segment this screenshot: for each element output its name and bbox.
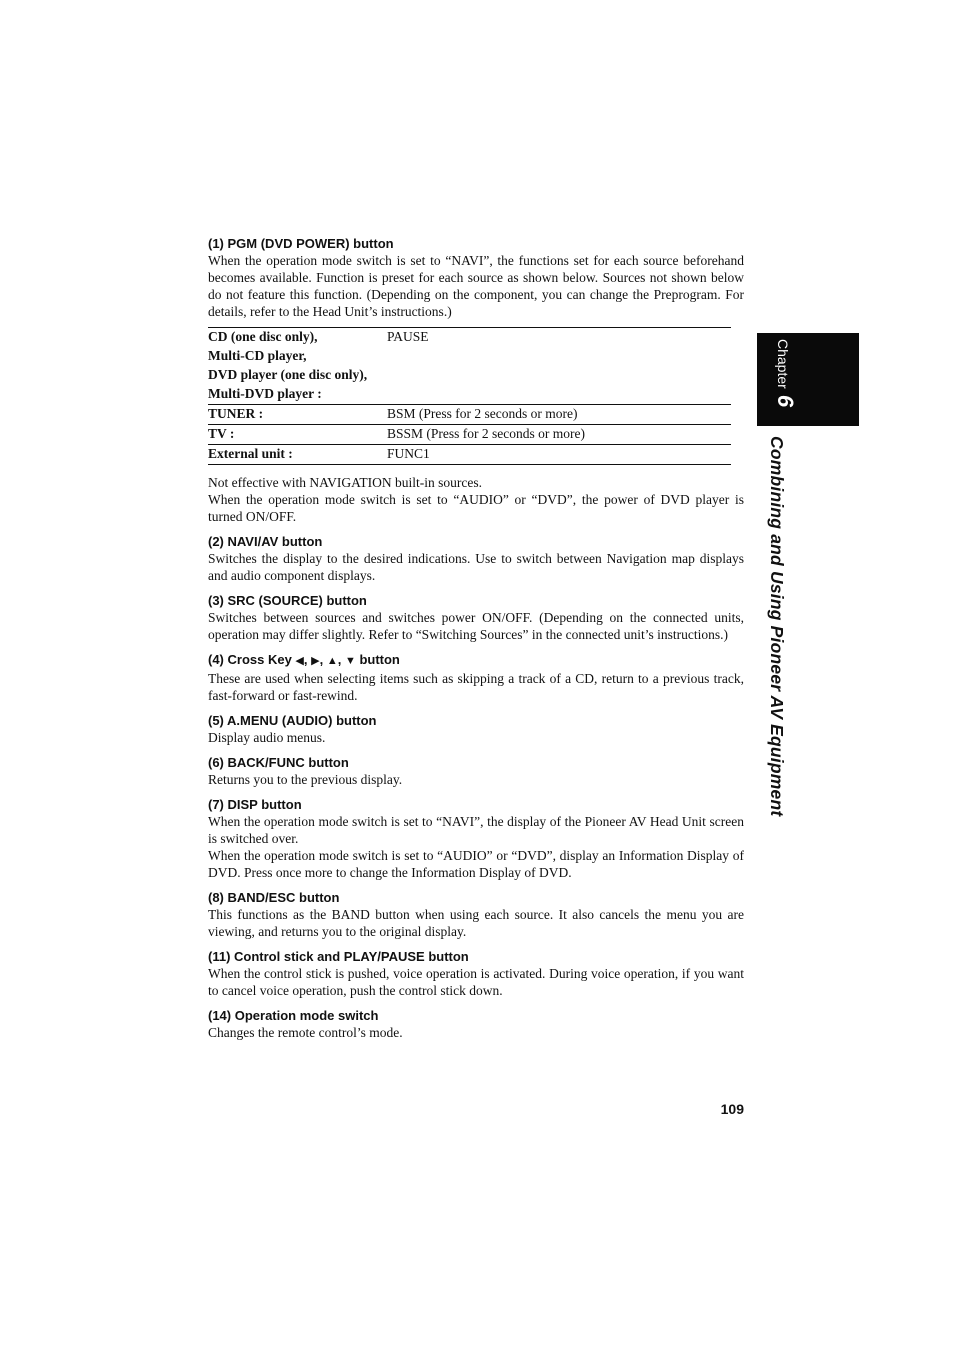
section-heading-back-func: (6) BACK/FUNC button xyxy=(208,755,349,770)
table-row xyxy=(208,445,731,465)
function-cell: BSM (Press for 2 seconds or more) xyxy=(387,405,731,425)
section-heading-disp: (7) DISP button xyxy=(208,797,302,812)
amenu-body: Display audio menus. xyxy=(208,730,326,745)
disp-body-navi: When the operation mode switch is set to “NAVI”, the display of the Pioneer AV Head Unit screen is switched over. xyxy=(208,814,744,846)
section-heading-mode-switch: (14) Operation mode switch xyxy=(208,1008,379,1023)
table-row xyxy=(208,425,731,445)
pgm-intro: When the operation mode switch is set to “NAVI”, the functions set for each source beforehand becomes available. Function is preset for each source as shown below. Sources not shown below do not feature this function. (Depending on the component, you can change the Preprogram. For details, refer to the Head Unit’s instructions.) xyxy=(208,253,744,319)
section-heading-cross-key: (4) Cross Key ◀, ▶, ▲, ▼ button xyxy=(208,652,400,667)
src-body: Switches between sources and switches power ON/OFF. (Depending on the connected units, operation may differ slightly. Refer to “Switching Sources” in the connected unit’s instructions.) xyxy=(208,610,744,642)
function-cell: PAUSE xyxy=(387,328,731,348)
source-cell: Multi-CD player, xyxy=(208,348,307,363)
table-row xyxy=(208,385,731,405)
function-cell: FUNC1 xyxy=(387,445,731,465)
disp-body-audio: When the operation mode switch is set to “AUDIO” or “DVD”, display an Information Display of DVD. Press once more to change the Information Display of DVD. xyxy=(208,848,744,880)
navi-av-body: Switches the display to the desired indications. Use to switch between Navigation map displays and audio component displays. xyxy=(208,551,744,583)
pgm-note-navigation: Not effective with NAVIGATION built-in sources. xyxy=(208,475,482,490)
section-heading-navi-av: (2) NAVI/AV button xyxy=(208,534,323,549)
chapter-number: 6 xyxy=(773,394,798,408)
chapter-title: Combining and Using Pioneer AV Equipment xyxy=(767,436,787,817)
section-heading-amenu: (5) A.MENU (AUDIO) button xyxy=(208,713,377,728)
page-content xyxy=(208,235,744,1041)
band-esc-body: This functions as the BAND button when using each source. It also cancels the menu you are viewing, and returns you to the original display. xyxy=(208,907,744,939)
table-row xyxy=(208,366,731,385)
back-func-body: Returns you to the previous display. xyxy=(208,772,403,787)
source-cell: DVD player (one disc only), xyxy=(208,367,368,382)
control-stick-body: When the control stick is pushed, voice operation is activated. During voice operation, if you want to cancel voice operation, push the control stick down. xyxy=(208,966,744,998)
cross-key-body: These are used when selecting items such as skipping a track of a CD, return to a previous track, fast-forward or fast-rewind. xyxy=(208,671,744,703)
mode-switch-body: Changes the remote control’s mode. xyxy=(208,1025,403,1040)
source-cell: CD (one disc only), xyxy=(208,328,387,348)
section-heading-band-esc: (8) BAND/ESC button xyxy=(208,890,340,905)
chapter-tab xyxy=(757,333,859,426)
table-row xyxy=(208,347,731,366)
section-heading-src: (3) SRC (SOURCE) button xyxy=(208,593,367,608)
source-cell: TUNER : xyxy=(208,405,387,425)
section-heading-pgm: (1) PGM (DVD POWER) button xyxy=(208,236,394,251)
source-cell: TV : xyxy=(208,425,387,445)
down-arrow-icon: ▼ xyxy=(344,655,356,667)
section-heading-control-stick: (11) Control stick and PLAY/PAUSE button xyxy=(208,949,469,964)
preset-function-table xyxy=(208,327,731,465)
up-arrow-icon: ▲ xyxy=(326,655,338,667)
pgm-note-audio-dvd: When the operation mode switch is set to “AUDIO” or “DVD”, the power of DVD player is turned ON/OFF. xyxy=(208,492,744,524)
chapter-label: Chapter xyxy=(775,339,791,389)
left-arrow-icon: ◀ xyxy=(295,655,304,667)
source-cell: Multi-DVD player : xyxy=(208,386,322,401)
right-arrow-icon: ▶ xyxy=(311,655,320,667)
function-cell: BSSM (Press for 2 seconds or more) xyxy=(387,425,731,445)
table-row xyxy=(208,405,731,425)
source-cell: External unit : xyxy=(208,445,387,465)
page-number: 109 xyxy=(720,1101,744,1117)
table-row xyxy=(208,328,731,348)
